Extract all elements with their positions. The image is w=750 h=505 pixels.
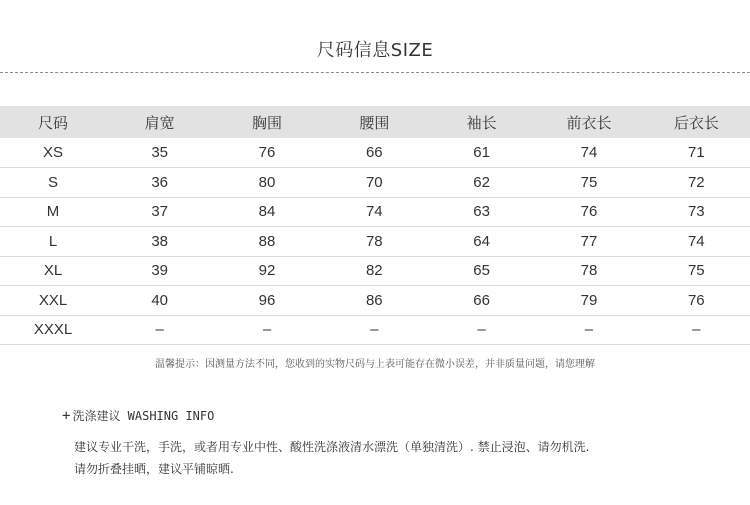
table-cell: 84 (258, 203, 276, 221)
plus-icon: + (62, 408, 71, 424)
table-cell: 96 (258, 291, 276, 309)
table-cell: – (477, 321, 486, 339)
table-cell: – (155, 321, 164, 339)
table-cell: 64 (473, 232, 490, 250)
table-cell: 78 (365, 232, 383, 250)
table-header-row (0, 106, 750, 138)
table-cell: 82 (365, 262, 383, 280)
table-cell: XXL (38, 291, 68, 309)
washing-heading (62, 407, 214, 424)
washing-heading-text: 洗涤建议 WASHING INFO (72, 409, 215, 423)
table-cell: 74 (365, 203, 383, 221)
table-cell: 78 (580, 262, 598, 280)
table-cell: 77 (580, 232, 598, 250)
table-cell: 76 (687, 291, 705, 309)
table-cell: – (692, 321, 701, 339)
table-cell: 66 (473, 291, 490, 309)
table-cell: 62 (473, 173, 490, 191)
table-cell: 35 (151, 144, 168, 161)
table-cell: 79 (580, 291, 598, 309)
table-cell: – (370, 321, 379, 339)
table-cell: 40 (151, 291, 168, 309)
table-cell: 66 (365, 144, 383, 161)
table-cell: 63 (473, 203, 490, 221)
header-size: 尺码 (37, 113, 68, 132)
table-cell: 92 (258, 262, 276, 280)
table-row (0, 256, 750, 286)
size-table (0, 106, 750, 345)
header-front-length: 前衣长 (566, 113, 612, 132)
size-note: 温馨提示：因测量方法不同，您收到的实物尺码与上表可能存在微小误差，并非质量问题，请您理解 (155, 359, 595, 370)
table-cell: 61 (473, 144, 490, 161)
table-cell: 73 (687, 203, 705, 221)
table-cell: 80 (258, 173, 276, 191)
dashed-divider (0, 72, 750, 73)
table-cell: 65 (473, 262, 490, 280)
table-cell: 71 (687, 144, 705, 161)
table-cell: 74 (580, 144, 598, 161)
table-cell: 38 (151, 232, 168, 250)
table-row (0, 286, 750, 316)
table-row (0, 138, 750, 168)
table-cell: 36 (151, 173, 168, 191)
header-back-length: 后衣长 (673, 113, 719, 132)
table-cell: 39 (151, 262, 168, 280)
table-cell: – (262, 321, 272, 339)
table-cell: 76 (258, 144, 276, 161)
header-shoulder: 肩宽 (144, 113, 175, 132)
table-cell: L (48, 232, 58, 250)
table-row (0, 315, 750, 345)
table-cell: – (584, 321, 594, 339)
table-cell: 88 (258, 232, 276, 250)
table-cell: 37 (151, 203, 168, 221)
table-cell: XL (43, 262, 63, 280)
table-cell: 75 (687, 262, 705, 280)
table-cell: 74 (687, 232, 705, 250)
table-cell: XXXL (33, 321, 73, 339)
washing-instructions (74, 436, 694, 480)
table-row (0, 168, 750, 198)
header-sleeve: 袖长 (466, 113, 497, 132)
table-cell: 76 (580, 203, 598, 221)
table-cell: 86 (365, 291, 383, 309)
table-cell: 72 (687, 173, 705, 191)
header-waist: 腰围 (359, 113, 390, 132)
table-cell: S (47, 173, 58, 191)
washing-line: 请勿折叠挂晒，建议平铺晾晒. (74, 462, 234, 476)
header-chest: 胸围 (251, 113, 282, 132)
table-header (0, 106, 750, 138)
page-title: 尺码信息SIZE (316, 40, 434, 61)
washing-line: 建议专业干洗，手洗，或者用专业中性、酸性洗涤液清水漂洗（单独清洗）. 禁止浸泡、请勿机洗. (74, 440, 590, 454)
table-cell: XS (42, 144, 63, 161)
table-row (0, 197, 750, 227)
table-cell: M (46, 203, 60, 221)
table-cell: 75 (580, 173, 598, 191)
table-cell: 70 (365, 173, 383, 191)
table-row (0, 227, 750, 257)
table-body (0, 138, 750, 345)
